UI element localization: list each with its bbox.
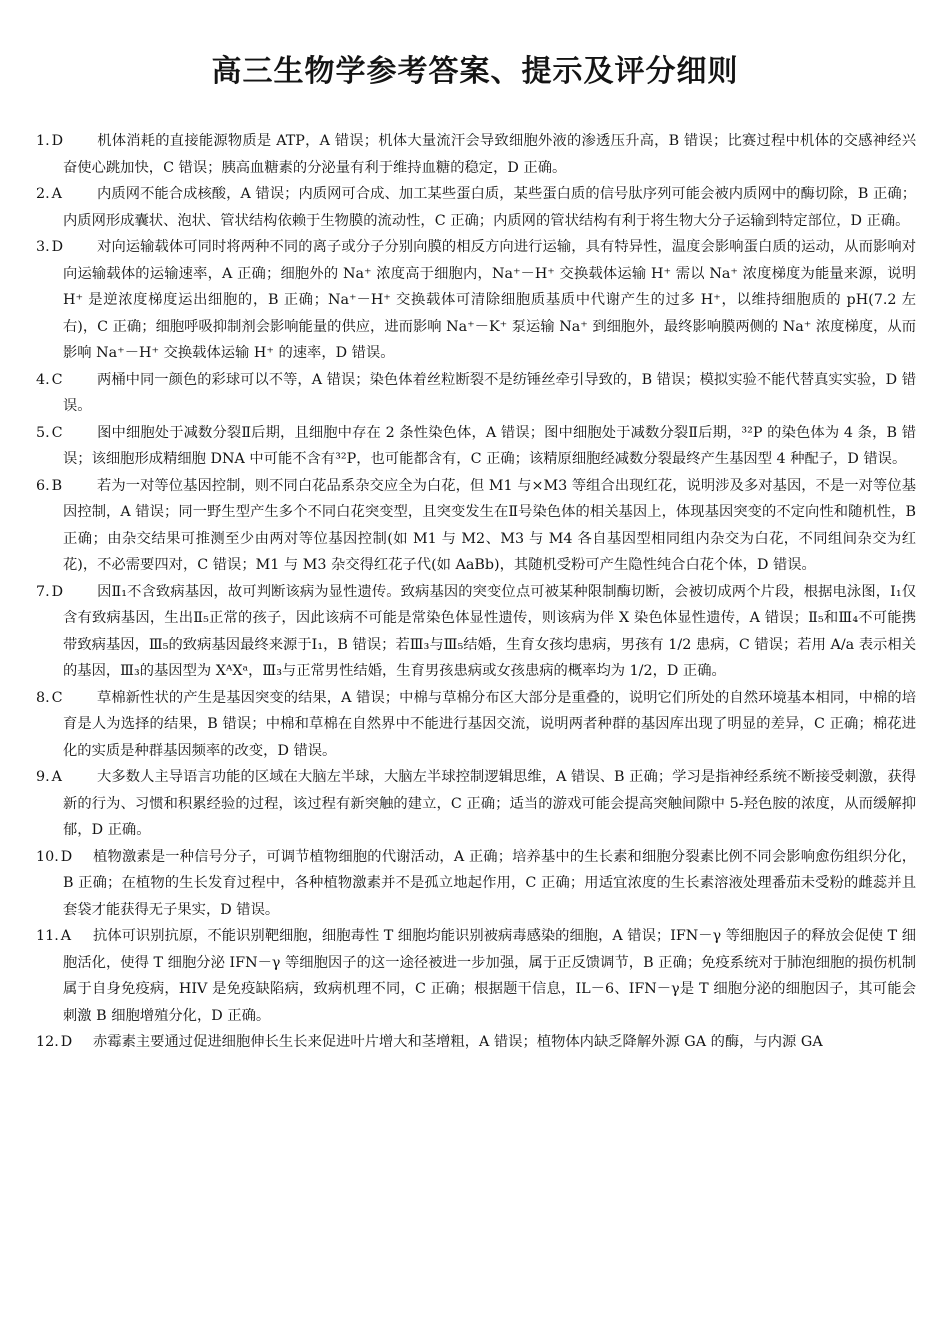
answer-item-11 <box>36 923 916 1029</box>
item-answer: A <box>51 769 62 785</box>
answer-item-10 <box>36 844 916 924</box>
item-number: 2. A <box>36 181 62 208</box>
item-number: 11. A <box>36 923 71 950</box>
item-number: 9. A <box>36 764 62 791</box>
item-number: 4. C <box>36 367 63 394</box>
item-explanation: 赤霉素主要通过促进细胞伸长生长来促进叶片增大和茎增粗，A 错误；植物体内缺乏降解外源 GA 的酶，与内源 GA <box>93 1034 823 1050</box>
item-answer: D <box>60 1034 73 1050</box>
item-answer: B <box>51 477 63 494</box>
item-number: 7. D <box>36 579 63 606</box>
item-explanation: 图中细胞处于减数分裂Ⅱ后期，且细胞中存在 2 条性染色体，A 错误；图中细胞处于减数分裂Ⅱ后期，³²P 的染色体为 4 条，B 错误；该细胞形成精细胞 DNA 中可能不含有³²P，也可能都含有，C 正确；该精原细胞经减数分裂最终产生基因型 4 种配子，D 错误。 <box>63 424 916 467</box>
item-explanation: 内质网不能合成核酸，A 错误；内质网可合成、加工某些蛋白质，某些蛋白质的信号肽序列可能会被内质网中的酶切除，B 正确；内质网形成囊状、泡状、管状结构依赖于生物膜的流动性，C 正确；内质网的管状结构有利于将生物大分子运输到特定部位，D 正确。 <box>63 186 916 229</box>
item-number: 6. B <box>36 473 62 500</box>
item-answer: D <box>60 848 73 865</box>
answer-item-12 <box>36 1029 916 1056</box>
answer-list <box>36 128 916 1056</box>
item-explanation: 两桶中同一颜色的彩球可以不等，A 错误；染色体着丝粒断裂不是纺锤丝牵引导致的，B 错误；模拟实验不能代替真实实验，D 错误。 <box>63 371 916 414</box>
answer-item-4 <box>36 367 916 420</box>
item-explanation: 抗体可识别抗原，不能识别靶细胞，细胞毒性 T 细胞均能识别被病毒感染的细胞，A 错误；IFN－γ 等细胞因子的释放会促使 T 细胞活化，使得 T 细胞分泌 IFN－γ 等细胞因子的这一途径被进一步加强，属于正反馈调节，B 正确；免疫系统对于肺泡细胞的损伤机制属于自身免疫病，HIV 是免疫缺陷病，致病机理不同，C 正确；根据题干信息，IL－6、IFN－γ是 T 细胞分泌的细胞因子，其可能会刺激 B 细胞增殖分化，D 正确。 <box>63 928 916 1024</box>
item-answer: A <box>60 928 72 944</box>
answer-item-7 <box>36 579 916 685</box>
item-number: 12. D <box>36 1029 72 1056</box>
item-explanation: 草棉新性状的产生是基因突变的结果，A 错误；中棉与草棉分布区大部分是重叠的，说明它们所处的自然环境基本相同，中棉的培育是人为选择的结果，B 错误；中棉和草棉在自然界中不能进行基因交流，说明两者种群的基因库出现了明显的差异，C 正确；棉花进化的实质是种群基因频率的改变，D 错误。 <box>63 689 916 759</box>
item-explanation: 大多数人主导语言功能的区域在大脑左半球，大脑左半球控制逻辑思维，A 错误、B 正确；学习是指神经系统不断接受刺激，获得新的行为、习惯和积累经验的过程，该过程有新突触的建立，C 正确；适当的游戏可能会提高突触间隙中 5-羟色胺的浓度，从而缓解抑郁，D 正确。 <box>63 769 916 838</box>
item-number: 8. C <box>36 685 63 712</box>
answer-item-1 <box>36 128 916 181</box>
answer-item-9 <box>36 764 916 844</box>
item-explanation: 因Ⅱ₁不含致病基因，故可判断该病为显性遗传。致病基因的突变位点可被某种限制酶切断，会被切成两个片段，根据电泳图，Ⅰ₁仅含有致病基因，生出Ⅱ₅正常的孩子，因此该病不可能是常染色体显性遗传，则该病为伴 X 染色体显性遗传，A 错误；Ⅱ₅和Ⅲ₄不可能携带致病基因，Ⅲ₅的致病基因最终来源于Ⅰ₁，B 错误；若Ⅲ₃与Ⅲ₅结婚，生育女孩均患病，男孩有 1/2 患病，C 错误；若用 A/a 表示相关的基因，Ⅲ₃的基因型为 XᴬXᵃ，Ⅲ₃与正常男性结婚，生育男孩患病或女孩患病的概率均为 1/2，D 正确。 <box>63 583 916 679</box>
answer-item-3 <box>36 234 916 367</box>
item-answer: D <box>51 239 64 255</box>
item-explanation: 机体消耗的直接能源物质是 ATP，A 错误；机体大量流汗会导致细胞外液的渗透压升高，B 错误；比赛过程中机体的交感神经兴奋使心跳加快，C 错误；胰高血糖素的分泌量有利于维持血糖的稳定，D 正确。 <box>63 133 916 176</box>
item-number: 3. D <box>36 234 63 261</box>
item-answer: D <box>51 133 64 149</box>
page-title: 高三生物学参考答案、提示及评分细则 <box>211 54 739 89</box>
item-explanation: 对向运输载体可同时将两种不同的离子或分子分别向膜的相反方向进行运输，具有特异性，温度会影响蛋白质的运动，从而影响对向运输载体的运输速率，A 正确；细胞外的 Na⁺ 浓度高于细胞内，Na⁺－H⁺ 交换载体运输 H⁺ 需以 Na⁺ 浓度梯度为能量来源，说明 H⁺ 是逆浓度梯度运出细胞的，B 正确；Na⁺－H⁺ 交换载体可清除细胞质基质中代谢产生的过多 H⁺，以维持细胞质的 pH(7.2 左右)，C 正确；细胞呼吸抑制剂会影响能量的供应，进而影响 Na⁺－K⁺ 泵运输 Na⁺ 到细胞外，最终影响膜两侧的 Na⁺ 浓度梯度，从而影响 Na⁺－H⁺ 交换载体运输 H⁺ 的速率，D 错误。 <box>63 239 916 361</box>
item-answer: D <box>51 583 64 600</box>
answer-item-8 <box>36 685 916 765</box>
item-number: 1. D <box>36 128 63 155</box>
item-number: 5. C <box>36 420 63 447</box>
item-answer: C <box>51 689 63 706</box>
item-number: 10. D <box>36 844 72 871</box>
item-explanation: 若为一对等位基因控制，则不同白花品系杂交应全为白花，但 M1 与×M3 等组合出现红花，说明涉及多对基因，不是一对等位基因控制，A 错误；同一野生型产生多个不同白花突变型，且突变发生在Ⅱ号染色体的相关基因上，体现基因突变的不定向性和随机性，B 正确；由杂交结果可推测至少由两对等位基因控制(如 M1 与 M2、M3 与 M4 各自基因型相同组内杂交为白花，不同组间杂交为红花)，不必需要四对，C 错误；M1 与 M3 杂交得红花子代(如 AaBb)，其随机受粉可产生隐性纯合白花个体，D 错误。 <box>63 477 916 573</box>
item-answer: A <box>51 186 62 202</box>
answer-item-2 <box>36 181 916 234</box>
item-answer: C <box>51 371 63 388</box>
answer-item-6 <box>36 473 916 579</box>
item-explanation: 植物激素是一种信号分子，可调节植物细胞的代谢活动，A 正确；培养基中的生长素和细胞分裂素比例不同会影响愈伤组织分化，B 正确；在植物的生长发育过程中，各种植物激素并不是孤立地起作用，C 正确；用适宜浓度的生长素溶液处理番茄未受粉的雌蕊并且套袋才能获得无子果实，D 错误。 <box>63 848 916 918</box>
answer-item-5 <box>36 420 916 473</box>
item-answer: C <box>51 424 63 441</box>
